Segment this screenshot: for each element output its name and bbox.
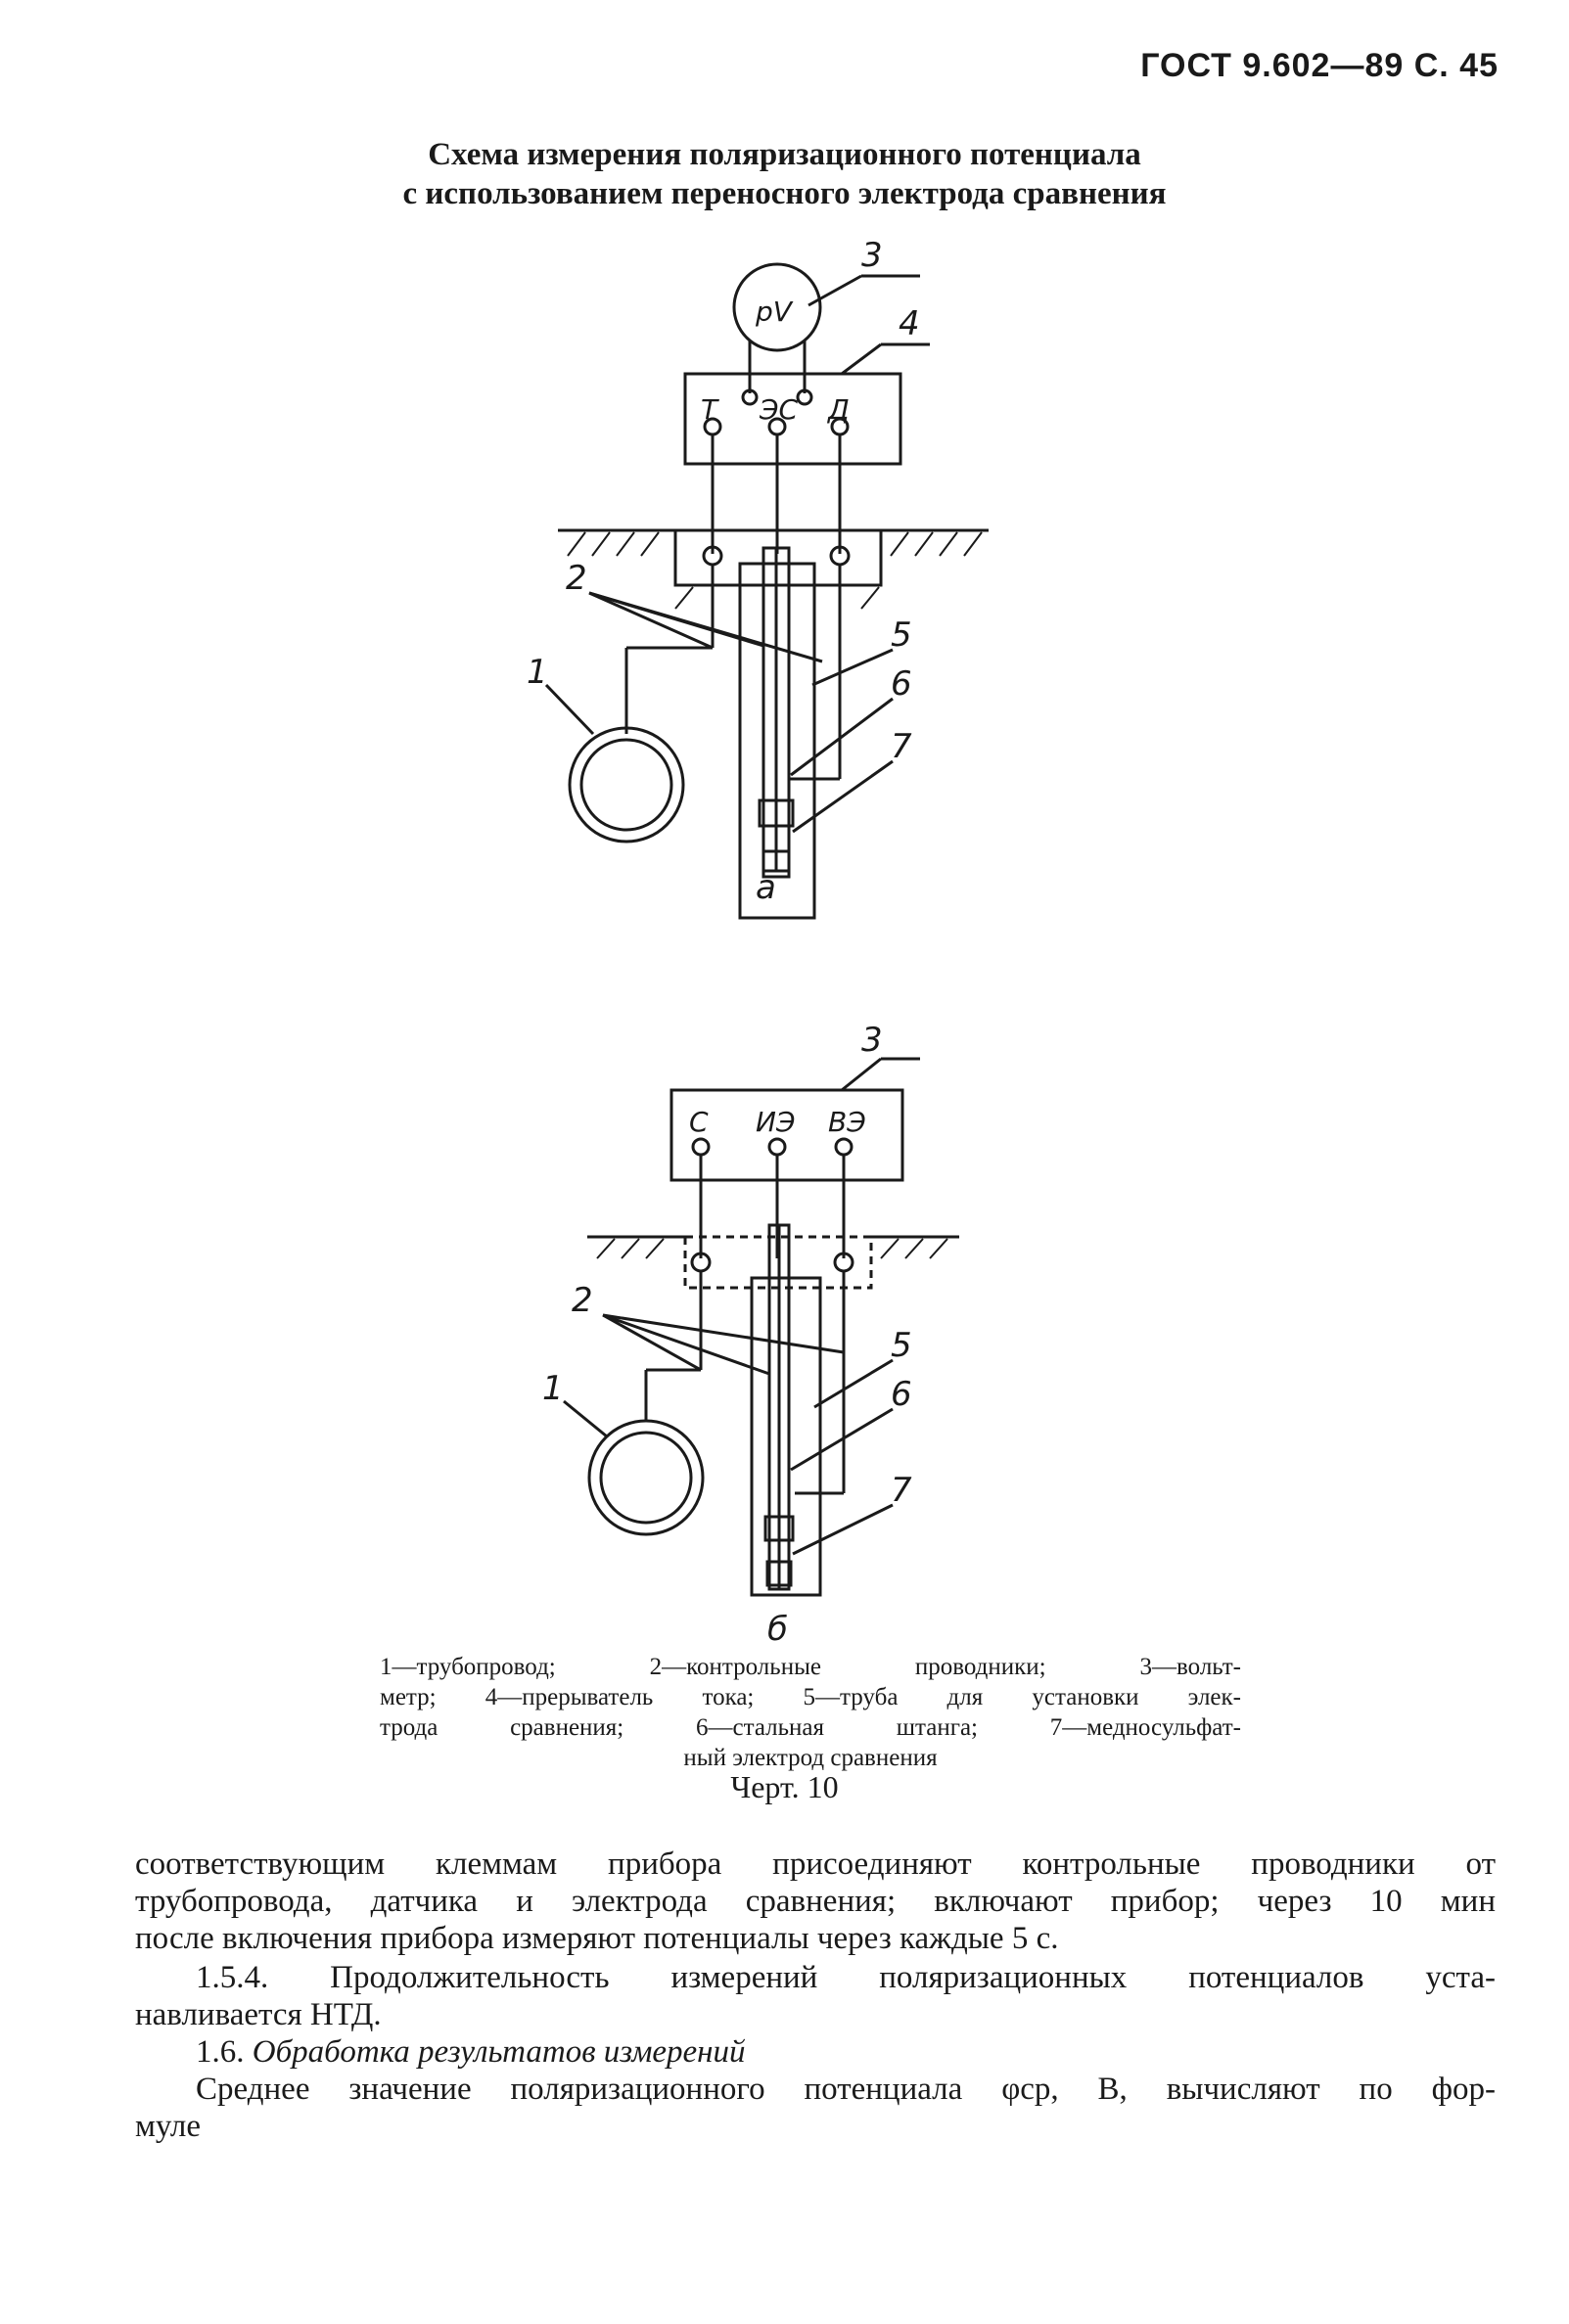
callout-leader: [814, 1360, 893, 1407]
callout-6: 6: [891, 664, 912, 704]
terminal-label-t: Т: [701, 393, 718, 426]
callout-5: 5: [891, 615, 912, 655]
diagram-a: [0, 225, 1569, 930]
terminal-label-ie: ИЭ: [756, 1106, 796, 1138]
text-line: трубопровода, датчика и электрода сравнения; включают прибор; через 10 мин: [135, 1884, 1496, 1919]
body-paragraph-3: [135, 2071, 1496, 2145]
text-line: муле: [135, 2109, 202, 2144]
callout-leader: [791, 699, 893, 775]
terminal-pin: [693, 1139, 709, 1155]
callout-leader: [603, 1315, 769, 1374]
section-number: 1.6.: [196, 2034, 245, 2070]
section-heading: [135, 2033, 1496, 2071]
legend-line: ный электрод сравнения: [683, 1745, 938, 1771]
terminal-label-d: Д: [828, 393, 850, 426]
diagram-b: [0, 1018, 1569, 1644]
meter-label: pV: [756, 296, 792, 328]
text-line: навливается НТД.: [135, 1997, 382, 2032]
legend-line: метр; 4—прерыватель тока; 5—труба для установки элек-: [380, 1684, 1241, 1710]
callout-7: 7: [891, 727, 912, 766]
figure-title-line-2: с использованием переносного электрода сравнения: [402, 176, 1167, 211]
body-paragraph-2: [135, 1959, 1496, 2033]
ground-hatch: [597, 1239, 947, 1258]
callout-leader: [842, 344, 881, 374]
callout-2: 2: [566, 559, 587, 598]
callout-leader: [589, 593, 822, 661]
body-paragraph-1: [135, 1846, 1496, 1957]
diagram-a-caption: а: [756, 868, 776, 907]
section-title: Обработка результатов измерений: [252, 2034, 746, 2070]
text-line: после включения прибора измеряют потенциалы через каждые 5 с.: [135, 1921, 1059, 1956]
legend-line: 1—трубопровод; 2—контрольные проводники; 3—вольт-: [380, 1654, 1241, 1680]
callout-4: 4: [899, 304, 920, 343]
terminal-label-s: С: [689, 1106, 709, 1138]
callout-5: 5: [891, 1326, 912, 1365]
callout-leader: [564, 1401, 607, 1436]
callout-leader: [589, 593, 713, 648]
callout-leader: [812, 650, 893, 685]
reference-tube: [752, 1278, 820, 1595]
text-line: 1.5.4. Продолжительность измерений поляризационных потенциалов уста-: [196, 1960, 1496, 1995]
callout-6: 6: [891, 1375, 912, 1414]
callout-3: 3: [861, 1021, 883, 1060]
figure-legend: [380, 1652, 1241, 1773]
figure-caption: Черт. 10: [730, 1769, 839, 1804]
callout-2: 2: [572, 1281, 593, 1320]
text-line: соответствующим клеммам прибора присоединяют контрольные проводники от: [135, 1846, 1496, 1882]
callout-leader: [791, 1409, 893, 1470]
pipeline-symbol: [581, 740, 671, 830]
callout-leader: [546, 685, 593, 734]
pipeline-symbol: [570, 728, 683, 842]
terminal-label-es: ЭС: [760, 393, 799, 426]
callout-leader: [842, 1059, 881, 1090]
page-header: ГОСТ 9.602—89 С. 45: [1140, 47, 1499, 84]
callout-1: 1: [542, 1369, 564, 1408]
callout-7: 7: [891, 1471, 912, 1510]
callout-leader: [793, 761, 893, 832]
terminal-label-ve: ВЭ: [828, 1106, 866, 1138]
pipeline-symbol: [589, 1421, 703, 1534]
callout-1: 1: [527, 653, 548, 692]
pipeline-symbol: [601, 1433, 691, 1523]
legend-line: трода сравнения; 6—стальная штанга; 7—медносульфат-: [380, 1714, 1241, 1741]
callout-3: 3: [861, 236, 883, 275]
figure-title-line-1: Схема измерения поляризационного потенциала: [428, 137, 1141, 172]
callout-leader: [793, 1505, 893, 1554]
diagram-b-caption: б: [767, 1610, 788, 1644]
terminal-pin: [836, 1139, 852, 1155]
text-line: Среднее значение поляризационного потенциала φср, В, вычисляют по фор-: [196, 2072, 1496, 2107]
terminal-pin: [769, 1139, 785, 1155]
